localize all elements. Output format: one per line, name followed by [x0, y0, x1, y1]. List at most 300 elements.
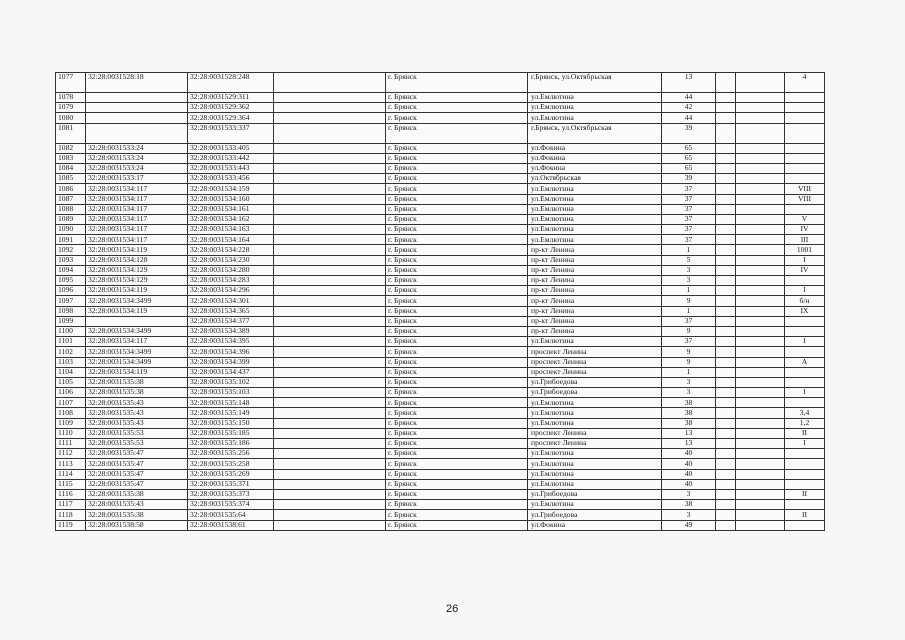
building-cell [716, 163, 736, 173]
parcel-cadastral-number: 32:28:0031534:3499 [86, 347, 188, 357]
house-number-cell: 38 [662, 418, 716, 428]
empty-cell [736, 479, 785, 489]
city-cell: г. Брянск [386, 326, 528, 336]
room-number-cell: II [785, 510, 825, 520]
row-number: 1100 [56, 326, 86, 336]
street-cell: ул.Емлютина [528, 194, 662, 204]
building-cell [716, 235, 736, 245]
empty-cell [736, 123, 785, 143]
empty-cell [736, 296, 785, 306]
row-number: 1112 [56, 449, 86, 459]
city-cell: г. Брянск [386, 520, 528, 530]
empty-cell [736, 235, 785, 245]
parcel-cadastral-number: 32:28:0031534:128 [86, 255, 188, 265]
city-cell: г. Брянск [386, 398, 528, 408]
city-cell: г. Брянск [386, 245, 528, 255]
street-cell: ул.Емлютина [528, 459, 662, 469]
city-cell: г. Брянск [386, 388, 528, 398]
object-cadastral-number: 32:28:0031535:185 [188, 428, 274, 438]
building-cell [716, 153, 736, 163]
room-number-cell [785, 520, 825, 530]
row-number: 1118 [56, 510, 86, 520]
house-number-cell: 5 [662, 255, 716, 265]
table-row [56, 265, 825, 275]
table-row [56, 73, 825, 93]
house-number-cell: 65 [662, 143, 716, 153]
city-cell: г. Брянск [386, 123, 528, 143]
city-cell: г. Брянск [386, 469, 528, 479]
room-number-cell: б/н [785, 296, 825, 306]
city-cell: г. Брянск [386, 428, 528, 438]
empty-cell [736, 93, 785, 103]
street-cell: пр-кт Ленина [528, 296, 662, 306]
empty-cell [736, 489, 785, 499]
building-cell [716, 489, 736, 499]
empty-cell [736, 449, 785, 459]
parcel-cadastral-number: 32:28:0031534:117 [86, 184, 188, 194]
object-cadastral-number: 32:28:0031534:162 [188, 214, 274, 224]
building-cell [716, 103, 736, 113]
empty-cell [736, 428, 785, 438]
city-cell: г. Брянск [386, 265, 528, 275]
room-number-cell: V [785, 214, 825, 224]
room-number-cell [785, 459, 825, 469]
street-cell: ул.Емлютина [528, 214, 662, 224]
house-number-cell: 13 [662, 439, 716, 449]
table-row [56, 326, 825, 336]
parcel-cadastral-number: 32:28:0031534:129 [86, 276, 188, 286]
row-number: 1080 [56, 113, 86, 123]
street-cell: проспект Ленина [528, 439, 662, 449]
table-row [56, 255, 825, 265]
row-number: 1108 [56, 408, 86, 418]
room-number-cell: III [785, 235, 825, 245]
street-cell: г.Брянск, ул.Октябрьская [528, 73, 662, 93]
house-number-cell: 37 [662, 184, 716, 194]
street-cell: ул.Емлютина [528, 204, 662, 214]
building-cell [716, 469, 736, 479]
empty-cell [274, 194, 386, 204]
street-cell: пр-кт Ленина [528, 255, 662, 265]
street-cell: ул.Емлютина [528, 449, 662, 459]
city-cell: г. Брянск [386, 153, 528, 163]
house-number-cell: 9 [662, 347, 716, 357]
room-number-cell [785, 276, 825, 286]
table-row [56, 103, 825, 113]
house-number-cell: 65 [662, 153, 716, 163]
empty-cell [274, 520, 386, 530]
house-number-cell: 3 [662, 388, 716, 398]
room-number-cell: IV [785, 225, 825, 235]
row-number: 1081 [56, 123, 86, 143]
parcel-cadastral-number: 32:28:0031533:24 [86, 143, 188, 153]
street-cell: ул.Емлютина [528, 103, 662, 113]
house-number-cell: 65 [662, 163, 716, 173]
room-number-cell [785, 123, 825, 143]
street-cell: ул.Грибоедова [528, 489, 662, 499]
row-number: 1096 [56, 286, 86, 296]
house-number-cell: 13 [662, 73, 716, 93]
building-cell [716, 184, 736, 194]
city-cell: г. Брянск [386, 225, 528, 235]
object-cadastral-number: 32:28:0031535:256 [188, 449, 274, 459]
house-number-cell: 38 [662, 500, 716, 510]
empty-cell [274, 296, 386, 306]
street-cell: ул.Емлютина [528, 398, 662, 408]
house-number-cell: 39 [662, 123, 716, 143]
room-number-cell [785, 174, 825, 184]
object-cadastral-number: 32:28:0031529:364 [188, 113, 274, 123]
city-cell: г. Брянск [386, 214, 528, 224]
street-cell: ул.Октябрьская [528, 174, 662, 184]
row-number: 1094 [56, 265, 86, 275]
table-row [56, 235, 825, 245]
object-cadastral-number: 32:28:0031529:362 [188, 103, 274, 113]
row-number: 1102 [56, 347, 86, 357]
city-cell: г. Брянск [386, 459, 528, 469]
parcel-cadastral-number: 32:28:0031534:117 [86, 235, 188, 245]
empty-cell [274, 347, 386, 357]
street-cell: ул.Емлютина [528, 235, 662, 245]
row-number: 1098 [56, 306, 86, 316]
city-cell: г. Брянск [386, 204, 528, 214]
house-number-cell: 40 [662, 469, 716, 479]
house-number-cell: 40 [662, 479, 716, 489]
room-number-cell: 4 [785, 73, 825, 93]
house-number-cell: 37 [662, 214, 716, 224]
room-number-cell [785, 398, 825, 408]
row-number: 1082 [56, 143, 86, 153]
empty-cell [274, 357, 386, 367]
empty-cell [736, 306, 785, 316]
city-cell: г. Брянск [386, 113, 528, 123]
room-number-cell: I [785, 439, 825, 449]
city-cell: г. Брянск [386, 184, 528, 194]
empty-cell [736, 174, 785, 184]
row-number: 1116 [56, 489, 86, 499]
building-cell [716, 194, 736, 204]
empty-cell [274, 449, 386, 459]
row-number: 1111 [56, 439, 86, 449]
city-cell: г. Брянск [386, 510, 528, 520]
city-cell: г. Брянск [386, 143, 528, 153]
room-number-cell [785, 143, 825, 153]
empty-cell [274, 459, 386, 469]
empty-cell [736, 194, 785, 204]
house-number-cell: 44 [662, 93, 716, 103]
street-cell: ул.Емлютина [528, 418, 662, 428]
table-row [56, 163, 825, 173]
house-number-cell: 39 [662, 174, 716, 184]
empty-cell [736, 326, 785, 336]
room-number-cell [785, 479, 825, 489]
city-cell: г. Брянск [386, 255, 528, 265]
street-cell: пр-кт Ленина [528, 326, 662, 336]
empty-cell [736, 316, 785, 326]
empty-cell [736, 439, 785, 449]
house-number-cell: 38 [662, 398, 716, 408]
building-cell [716, 255, 736, 265]
row-number: 1115 [56, 479, 86, 489]
row-number: 1090 [56, 225, 86, 235]
room-number-cell [785, 500, 825, 510]
building-cell [716, 479, 736, 489]
row-number: 1097 [56, 296, 86, 306]
room-number-cell [785, 153, 825, 163]
empty-cell [736, 500, 785, 510]
empty-cell [274, 163, 386, 173]
house-number-cell: 37 [662, 194, 716, 204]
row-number: 1083 [56, 153, 86, 163]
empty-cell [274, 337, 386, 347]
house-number-cell: 40 [662, 459, 716, 469]
building-cell [716, 510, 736, 520]
parcel-cadastral-number: 32:28:0031533:24 [86, 163, 188, 173]
parcel-cadastral-number: 32:28:0031535:43 [86, 418, 188, 428]
empty-cell [274, 184, 386, 194]
building-cell [716, 326, 736, 336]
row-number: 1079 [56, 103, 86, 113]
object-cadastral-number: 32:28:0031535:374 [188, 500, 274, 510]
parcel-cadastral-number: 32:28:0031534:3499 [86, 357, 188, 367]
object-cadastral-number: 32:28:0031533:442 [188, 153, 274, 163]
room-number-cell: I [785, 286, 825, 296]
street-cell: ул.Емлютина [528, 479, 662, 489]
room-number-cell: IV [785, 265, 825, 275]
parcel-cadastral-number: 32:28:0031535:47 [86, 459, 188, 469]
empty-cell [274, 306, 386, 316]
empty-cell [274, 510, 386, 520]
parcel-cadastral-number: 32:28:0031534:119 [86, 306, 188, 316]
room-number-cell: IX [785, 306, 825, 316]
house-number-cell: 9 [662, 296, 716, 306]
parcel-cadastral-number [86, 103, 188, 113]
street-cell: проспект Ленина [528, 357, 662, 367]
parcel-cadastral-number: 32:28:0031535:38 [86, 377, 188, 387]
house-number-cell: 3 [662, 489, 716, 499]
row-number: 1106 [56, 388, 86, 398]
empty-cell [736, 388, 785, 398]
table-row [56, 357, 825, 367]
empty-cell [274, 93, 386, 103]
house-number-cell: 13 [662, 428, 716, 438]
room-number-cell: VIII [785, 194, 825, 204]
table-row [56, 510, 825, 520]
row-number: 1099 [56, 316, 86, 326]
object-cadastral-number: 32:28:0031534:163 [188, 225, 274, 235]
building-cell [716, 214, 736, 224]
table-row [56, 418, 825, 428]
empty-cell [274, 439, 386, 449]
row-number: 1107 [56, 398, 86, 408]
table-row [56, 184, 825, 194]
parcel-cadastral-number: 32:28:0031534:3499 [86, 296, 188, 306]
object-cadastral-number: 32:28:0031535:186 [188, 439, 274, 449]
building-cell [716, 143, 736, 153]
street-cell: ул.Емлютина [528, 408, 662, 418]
room-number-cell [785, 377, 825, 387]
city-cell: г. Брянск [386, 418, 528, 428]
object-cadastral-number: 32:28:0031533:443 [188, 163, 274, 173]
house-number-cell: 3 [662, 510, 716, 520]
parcel-cadastral-number: 32:28:0031528:18 [86, 73, 188, 93]
room-number-cell [785, 367, 825, 377]
object-cadastral-number: 32:28:0031535:149 [188, 408, 274, 418]
parcel-cadastral-number: 32:28:0031535:38 [86, 489, 188, 499]
parcel-cadastral-number: 32:28:0031535:43 [86, 398, 188, 408]
object-cadastral-number: 32:28:0031533:337 [188, 123, 274, 143]
city-cell: г. Брянск [386, 337, 528, 347]
empty-cell [274, 388, 386, 398]
city-cell: г. Брянск [386, 377, 528, 387]
street-cell: пр-кт Ленина [528, 306, 662, 316]
row-number: 1105 [56, 377, 86, 387]
object-cadastral-number: 32:28:0031535:373 [188, 489, 274, 499]
parcel-cadastral-number: 32:28:0031534:117 [86, 214, 188, 224]
row-number: 1114 [56, 469, 86, 479]
room-number-cell: I [785, 337, 825, 347]
row-number: 1088 [56, 204, 86, 214]
street-cell: пр-кт Ленина [528, 286, 662, 296]
row-number: 1084 [56, 163, 86, 173]
room-number-cell: А [785, 357, 825, 367]
city-cell: г. Брянск [386, 296, 528, 306]
table-row [56, 276, 825, 286]
table-row [56, 194, 825, 204]
object-cadastral-number: 32:28:0031535:148 [188, 398, 274, 408]
house-number-cell: 1 [662, 286, 716, 296]
parcel-cadastral-number: 32:28:0031534:3499 [86, 326, 188, 336]
table-row [56, 377, 825, 387]
empty-cell [274, 214, 386, 224]
street-cell: пр-кт Ленина [528, 316, 662, 326]
room-number-cell: II [785, 489, 825, 499]
room-number-cell [785, 204, 825, 214]
building-cell [716, 449, 736, 459]
object-cadastral-number: 32:28:0031535:103 [188, 388, 274, 398]
parcel-cadastral-number: 32:28:0031534:117 [86, 204, 188, 214]
empty-cell [736, 225, 785, 235]
empty-cell [274, 73, 386, 93]
room-number-cell: VIII [785, 184, 825, 194]
table-row [56, 459, 825, 469]
room-number-cell [785, 469, 825, 479]
empty-cell [736, 459, 785, 469]
city-cell: г. Брянск [386, 357, 528, 367]
table-row [56, 408, 825, 418]
object-cadastral-number: 32:28:0031534:301 [188, 296, 274, 306]
table-row [56, 123, 825, 143]
street-cell: ул.Фокина [528, 163, 662, 173]
building-cell [716, 306, 736, 316]
room-number-cell [785, 93, 825, 103]
empty-cell [736, 73, 785, 93]
row-number: 1109 [56, 418, 86, 428]
row-number: 1086 [56, 184, 86, 194]
object-cadastral-number: 32:28:0031528:248 [188, 73, 274, 93]
object-cadastral-number: 32:28:0031535:269 [188, 469, 274, 479]
room-number-cell [785, 103, 825, 113]
parcel-cadastral-number: 32:28:0031534:129 [86, 265, 188, 275]
empty-cell [274, 235, 386, 245]
house-number-cell: 3 [662, 265, 716, 275]
table-row [56, 367, 825, 377]
empty-cell [274, 408, 386, 418]
city-cell: г. Брянск [386, 306, 528, 316]
city-cell: г. Брянск [386, 347, 528, 357]
object-cadastral-number: 32:28:0031529:311 [188, 93, 274, 103]
empty-cell [736, 143, 785, 153]
object-cadastral-number: 32:28:0031534:399 [188, 357, 274, 367]
table-row [56, 174, 825, 184]
house-number-cell: 3 [662, 377, 716, 387]
building-cell [716, 347, 736, 357]
building-cell [716, 113, 736, 123]
building-cell [716, 367, 736, 377]
object-cadastral-number: 32:28:0031534:377 [188, 316, 274, 326]
table-row [56, 439, 825, 449]
building-cell [716, 174, 736, 184]
building-cell [716, 377, 736, 387]
building-cell [716, 245, 736, 255]
building-cell [716, 296, 736, 306]
table-row [56, 428, 825, 438]
parcel-cadastral-number: 32:28:0031535:47 [86, 449, 188, 459]
house-number-cell: 1 [662, 306, 716, 316]
empty-cell [274, 469, 386, 479]
row-number: 1110 [56, 428, 86, 438]
row-number: 1104 [56, 367, 86, 377]
empty-cell [736, 113, 785, 123]
row-number: 1117 [56, 500, 86, 510]
building-cell [716, 500, 736, 510]
house-number-cell: 9 [662, 357, 716, 367]
empty-cell [736, 265, 785, 275]
building-cell [716, 428, 736, 438]
table-row [56, 500, 825, 510]
street-cell: ул.Грибоедова [528, 388, 662, 398]
object-cadastral-number: 32:28:0031534:230 [188, 255, 274, 265]
table-row [56, 245, 825, 255]
empty-cell [736, 204, 785, 214]
building-cell [716, 408, 736, 418]
parcel-cadastral-number [86, 93, 188, 103]
empty-cell [736, 153, 785, 163]
empty-cell [736, 286, 785, 296]
city-cell: г. Брянск [386, 174, 528, 184]
empty-cell [736, 255, 785, 265]
empty-cell [274, 174, 386, 184]
room-number-cell [785, 113, 825, 123]
parcel-cadastral-number: 32:28:0031534:117 [86, 194, 188, 204]
table-row [56, 479, 825, 489]
empty-cell [736, 103, 785, 113]
building-cell [716, 286, 736, 296]
empty-cell [736, 510, 785, 520]
object-cadastral-number: 32:28:0031534:283 [188, 276, 274, 286]
object-cadastral-number: 32:28:0031534:160 [188, 194, 274, 204]
street-cell: проспект Ленина [528, 347, 662, 357]
street-cell: пр-кт Ленина [528, 276, 662, 286]
building-cell [716, 265, 736, 275]
building-cell [716, 225, 736, 235]
building-cell [716, 316, 736, 326]
table-row [56, 469, 825, 479]
table-row [56, 520, 825, 530]
city-cell: г. Брянск [386, 194, 528, 204]
empty-cell [274, 500, 386, 510]
empty-cell [274, 316, 386, 326]
